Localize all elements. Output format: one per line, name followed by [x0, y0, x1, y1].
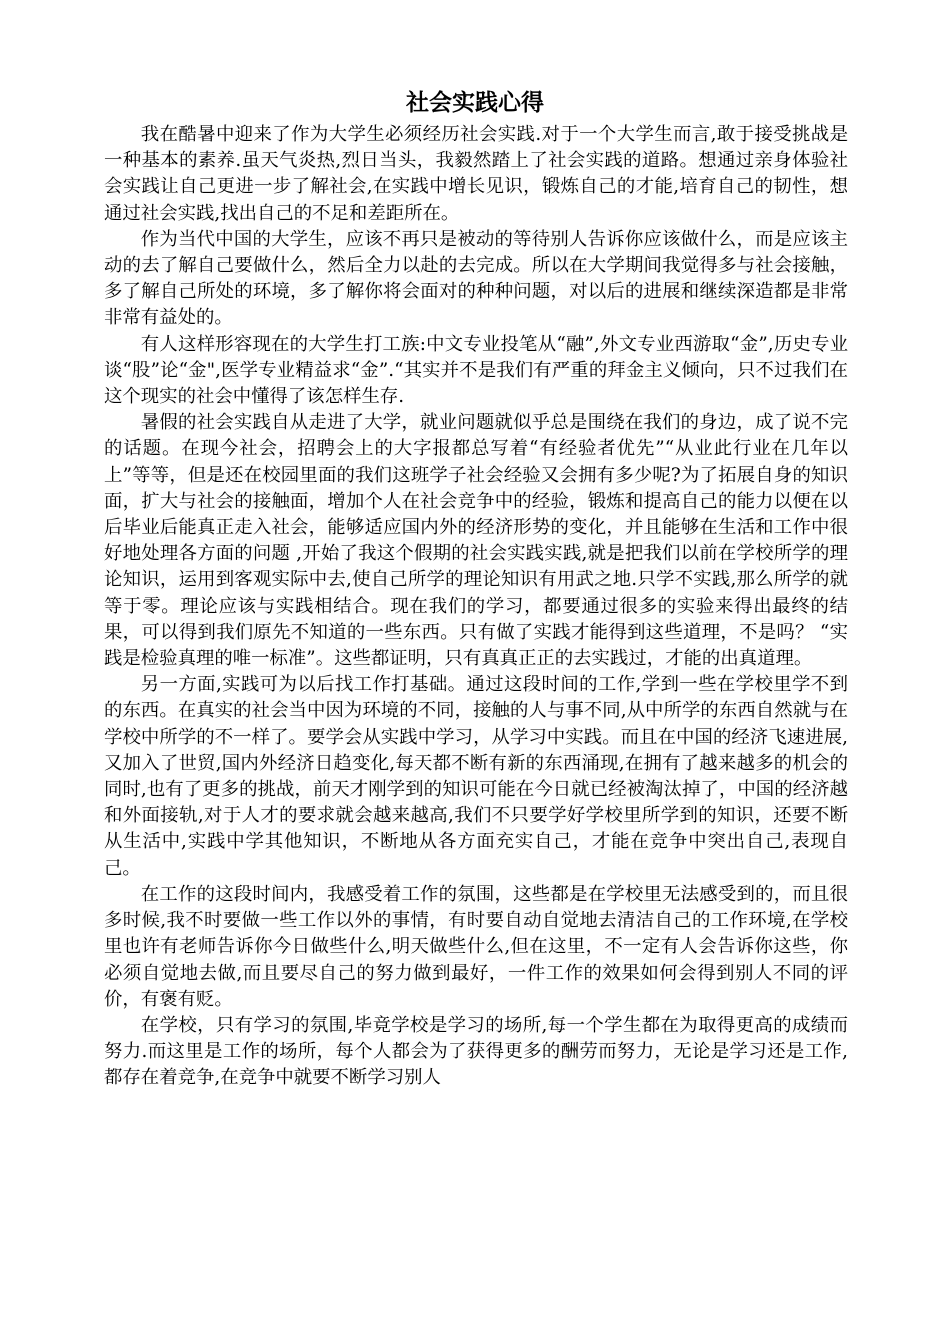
paragraph: 在工作的这段时间内，我感受着工作的氛围，这些都是在学校里无法感受到的，而且很多时候,我不时要做一些工作以外的事情，有时要自动自觉地去清洁自己的工作环境,在学校里也许有老师告诉你今日做些什么,明天做些什么,但在这里，不一定有人会告诉你这些，你必须自觉地去做,而且要尽自己的努力做到最好，一件工作的效果如何会得到别人不同的评价，有褒有贬。 [104, 883, 848, 1010]
paragraph: 有人这样形容现在的大学生打工族:中文专业投笔从“融”,外文专业西游取“金”,历史专业谈“股”论“金",医学专业精益求“金”.“其实并不是我们有严重的拜金主义倾向，只不过我们在这个现实的社会中懂得了该怎样生存. [104, 333, 848, 408]
document-body [104, 122, 848, 1092]
paragraph: 暑假的社会实践自从走进了大学，就业问题就似乎总是围绕在我们的身边，成了说不完的话题。在现今社会，招聘会上的大字报都总写着“有经验者优先”“从业此行业在几年以上”等等，但是还在校园里面的我们这班学子社会经验又会拥有多少呢?为了拓展自身的知识面，扩大与社会的接触面，增加个人在社会竞争中的经验，锻炼和提高自己的能力以便在以后毕业后能真正走入社会，能够适应国内外的经济形势的变化，并且能够在生活和工作中很好地处理各方面的问题 ,开始了我这个假期的社会实践实践,就是把我们以前在学校所学的理论知识，运用到客观实际中去,使自己所学的理论知识有用武之地.只学不实践,那么所学的就等于零。理论应该与实践相结合。现在我们的学习，都要通过很多的实验来得出最终的结果，可以得到我们原先不知道的一些东西。只有做了实践才能得到这些道理，不是吗？ “实践是检验真理的唯一标准”。这些都证明，只有真真正正的去实践过，才能的出真道理。 [104, 412, 848, 670]
document-title: 社会实践心得 [406, 89, 544, 116]
paragraph: 在学校，只有学习的氛围,毕竟学校是学习的场所,每一个学生都在为取得更高的成绩而努力.而这里是工作的场所，每个人都会为了获得更多的酬劳而努力，无论是学习还是工作,都存在着竞争,在竞争中就要不断学习别人 [104, 1014, 848, 1089]
paragraph: 作为当代中国的大学生，应该不再只是被动的等待别人告诉你应该做什么，而是应该主动的去了解自己要做什么，然后全力以赴的去完成。所以在大学期间我觉得多与社会接触，多了解自己所处的环境，多了解你将会面对的种种问题，对以后的进展和继续深造都是非常非常有益处的。 [104, 228, 848, 329]
paragraph: 另一方面,实践可为以后找工作打基础。通过这段时间的工作,学到一些在学校里学不到的东西。在真实的社会当中因为环境的不同，接触的人与事不同,从中所学的东西自然就与在学校中所学的不一样了。要学会从实践中学习，从学习中实践。而且在中国的经济飞速进展,又加入了世贸,国内外经济日趋变化,每天都不断有新的东西涌现,在拥有了越来越多的机会的同时,也有了更多的挑战，前天才刚学到的知识可能在今日就已经被淘汰掉了，中国的经济越和外面接轨,对于人才的要求就会越来越高,我们不只要学好学校里所学到的知识，还要不断从生活中,实践中学其他知识，不断地从各方面充实自己，才能在竞争中突出自己,表现自己。 [104, 674, 848, 879]
paragraph: 我在酷暑中迎来了作为大学生必须经历社会实践.对于一个大学生而言,敢于接受挑战是一种基本的素养.虽天气炎热,烈日当头，我毅然踏上了社会实践的道路。想通过亲身体验社会实践让自己更进一步了解社会,在实践中增长见识，锻炼自己的才能,培育自己的韧性，想通过社会实践,找出自己的不足和差距所在。 [104, 124, 848, 224]
